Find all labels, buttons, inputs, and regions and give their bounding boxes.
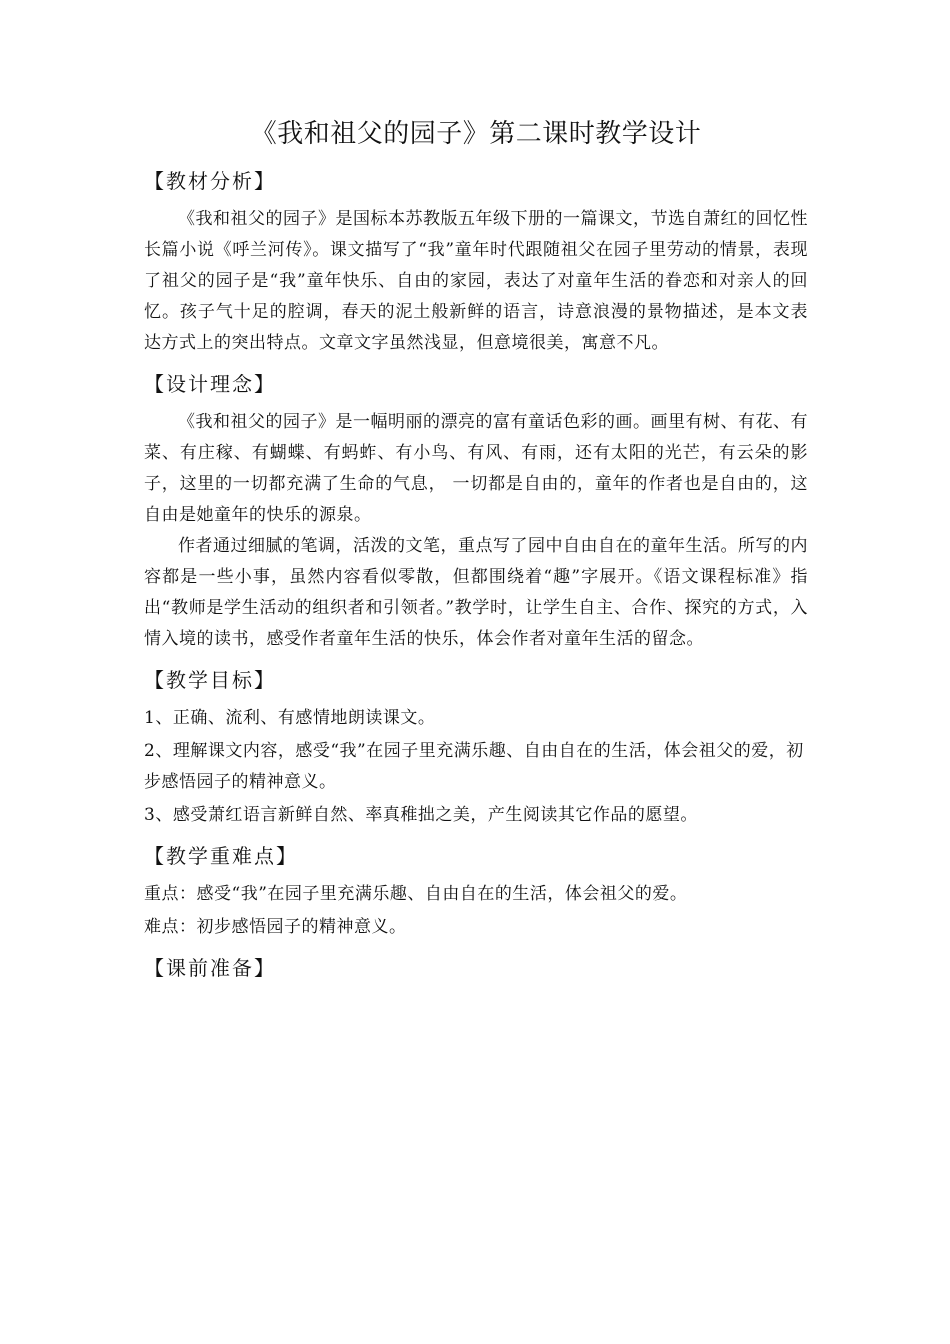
section-heading-preparation: 【课前准备】 xyxy=(144,956,276,980)
analysis-paragraph: 《我和祖父的园子》是国标本苏教版五年级下册的一篇课文，节选自萧红的回忆性长篇小说《呼兰河传》。课文描写了“我”童年时代跟随祖父在园子里劳动的情景，表现了祖父的园子是“我”童年快乐、自由的家园，表达了对童年生活的眷恋和对亲人的回忆。孩子气十足的腔调，春天的泥土般新鲜的语言，诗意浪漫的景物描述，是本文表达方式上的突出特点。文章文字虽然浅显，但意境很美，寓意不凡。 xyxy=(144,209,808,353)
goal-item-1: 1、正确、流利、有感情地朗读课文。 xyxy=(144,708,436,728)
section-heading-keypoints: 【教学重难点】 xyxy=(144,844,298,868)
document-page xyxy=(144,112,808,991)
goal-item-3: 3、感受萧红语言新鲜自然、率真稚拙之美，产生阅读其它作品的愿望。 xyxy=(144,805,698,825)
keypoint-item-difficulty: 难点：初步感悟园子的精神意义。 xyxy=(144,917,407,937)
section-heading-analysis: 【教材分析】 xyxy=(144,169,276,193)
section-heading-concept: 【设计理念】 xyxy=(144,372,276,396)
concept-paragraph-2: 作者通过细腻的笔调，活泼的文笔，重点写了园中自由自在的童年生活。所写的内容都是一些小事，虽然内容看似零散，但都围绕着“趣”字展开。《语文课程标准》指出“教师是学生活动的组织者和引领者。”教学时，让学生自主、合作、探究的方式，入情入境的读书，感受作者童年生活的快乐，体会作者对童年生活的留念。 xyxy=(144,536,808,649)
goal-item-2: 2、理解课文内容，感受“我”在园子里充满乐趣、自由自在的生活，体会祖父的爱，初步感悟园子的精神意义。 xyxy=(144,741,804,792)
section-heading-goals: 【教学目标】 xyxy=(144,668,276,692)
keypoint-item-focus: 重点：感受“我”在园子里充满乐趣、自由自在的生活，体会祖父的爱。 xyxy=(144,884,688,904)
document-title: 《我和祖父的园子》第二课时教学设计 xyxy=(250,119,702,149)
concept-paragraph-1: 《我和祖父的园子》是一幅明丽的漂亮的富有童话色彩的画。画里有树、有花、有菜、有庄稼、有蝴蝶、有蚂蚱、有小鸟、有风、有雨，还有太阳的光芒，有云朵的影子，这里的一切都充满了生命的气息， 一切都是自由的，童年的作者也是自由的，这自由是她童年的快乐的源泉。 xyxy=(144,412,808,525)
